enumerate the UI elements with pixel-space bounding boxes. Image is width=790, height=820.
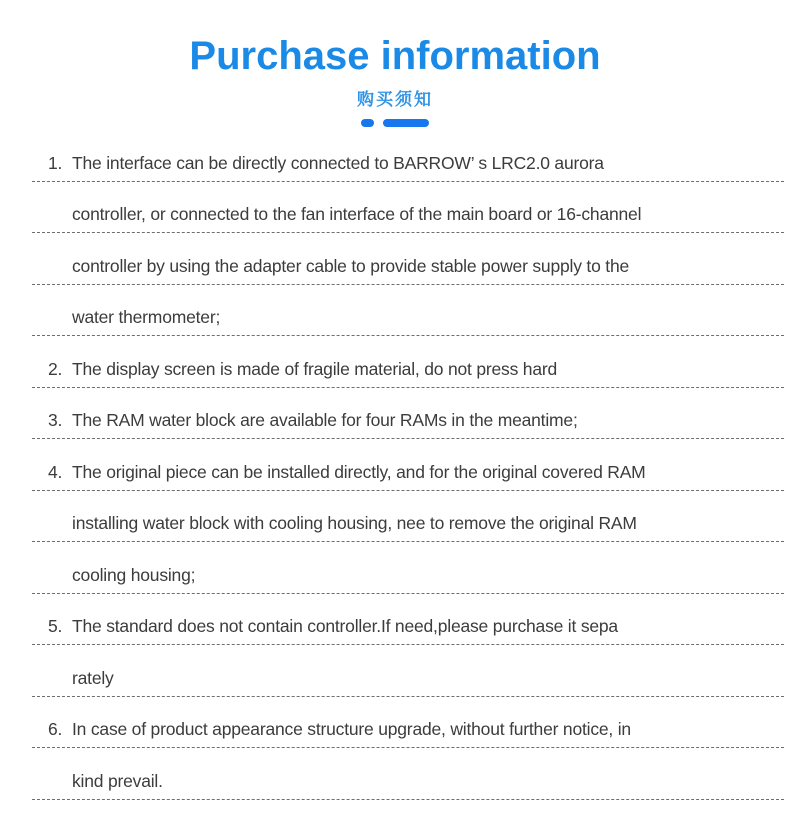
list-line-text: The RAM water block are available for four RAMs in the meantime;	[72, 410, 578, 430]
list-line-text: cooling housing;	[72, 564, 196, 585]
list-line-number: 5.	[48, 616, 63, 636]
list-line	[32, 182, 784, 234]
list-line-text: kind prevail.	[72, 770, 163, 791]
section-header	[0, 0, 790, 127]
list-line	[32, 285, 784, 337]
list-line-text: water thermometer;	[72, 307, 221, 327]
accent-bar-short	[361, 119, 374, 127]
list-line	[32, 336, 784, 388]
list-line-number: 6.	[48, 719, 63, 739]
list-line	[32, 491, 784, 543]
list-line	[32, 542, 784, 594]
list-line-text: rately	[72, 667, 114, 688]
list-line-text: installing water block with cooling housing, nee to remove the original RAM	[72, 513, 637, 533]
list-line-text: controller, or connected to the fan interface of the main board or 16-channel	[72, 204, 642, 224]
accent-bars	[0, 119, 790, 127]
list-line-number: 1.	[48, 152, 63, 173]
purchase-notes-list	[0, 130, 790, 800]
list-line-text: In case of product appearance structure upgrade, without further notice, in	[72, 719, 631, 739]
list-line-text: The display screen is made of fragile material, do not press hard	[72, 358, 558, 379]
list-line-text: controller by using the adapter cable to provide stable power supply to the	[72, 255, 630, 276]
list-line	[32, 130, 784, 182]
list-line-text: The interface can be directly connected to BARROW’ s LRC2.0 aurora	[72, 152, 604, 173]
list-line-text: The standard does not contain controller.If need,please purchase it sepa	[72, 616, 618, 636]
list-line	[32, 439, 784, 491]
list-line-text: The original piece can be installed directly, and for the original covered RAM	[72, 461, 646, 482]
accent-bar-long	[383, 119, 429, 127]
list-line	[32, 388, 784, 440]
list-line-number: 4.	[48, 461, 63, 482]
list-line-number: 3.	[48, 410, 63, 430]
list-line	[32, 233, 784, 285]
list-line	[32, 594, 784, 646]
page-subtitle: 购买须知	[357, 90, 433, 109]
list-line-number: 2.	[48, 358, 63, 379]
list-line	[32, 645, 784, 697]
list-line	[32, 748, 784, 800]
list-line	[32, 697, 784, 749]
page-title: Purchase information	[189, 34, 601, 78]
